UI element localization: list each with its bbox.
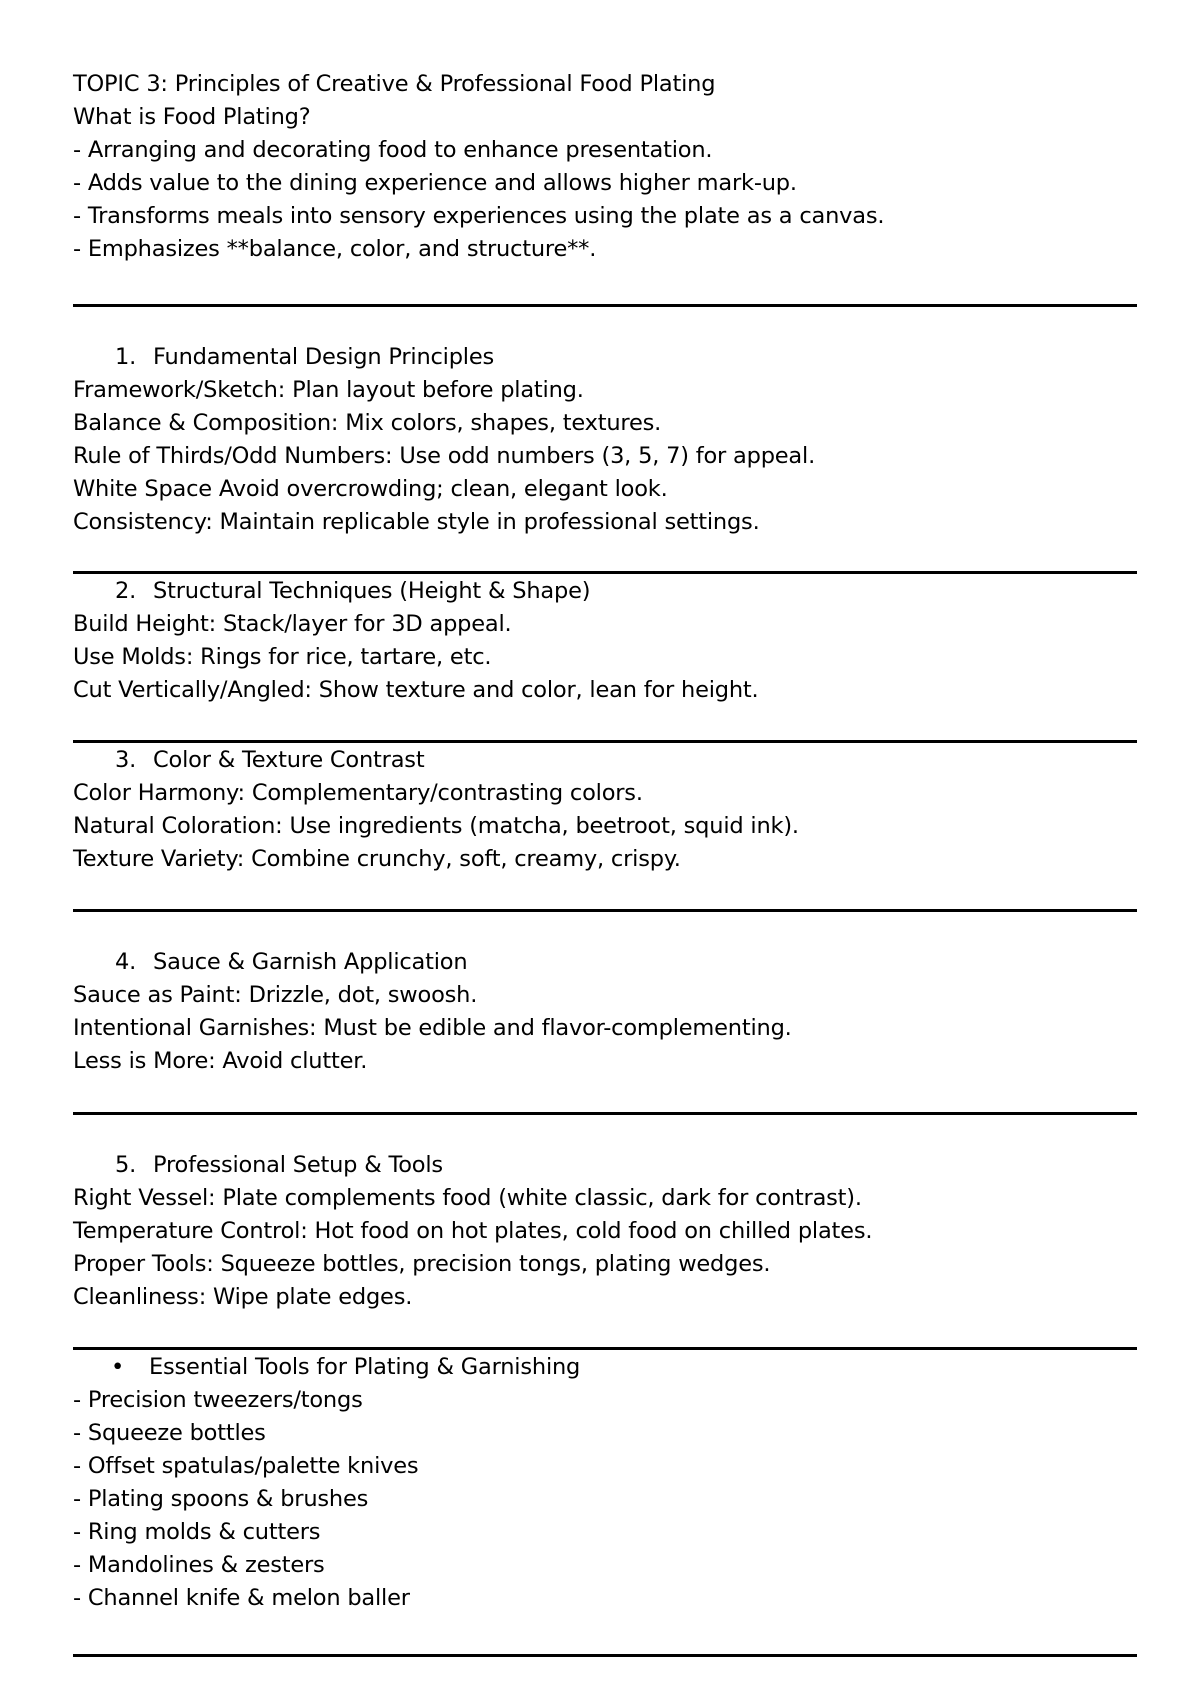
section-heading — [73, 341, 1137, 374]
intro-block — [73, 68, 1137, 266]
section-color-texture — [73, 744, 1137, 876]
section-structural-techniques — [73, 575, 1137, 707]
section-line: White Space Avoid overcrowding; clean, elegant look. — [73, 476, 668, 502]
section-essential-tools — [73, 1351, 1137, 1615]
section-line: Right Vessel: Plate complements food (white classic, dark for contrast). — [73, 1185, 862, 1211]
section-heading — [73, 946, 1137, 979]
section-line: Consistency: Maintain replicable style in professional settings. — [73, 509, 760, 535]
tools-item: - Squeeze bottles — [73, 1420, 266, 1446]
tools-item: - Plating spoons & brushes — [73, 1486, 369, 1512]
section-line: Color Harmony: Complementary/contrasting colors. — [73, 780, 643, 806]
intro-line: - Arranging and decorating food to enhance presentation. — [73, 137, 713, 163]
section-sauce-garnish — [73, 946, 1137, 1078]
section-title: Professional Setup & Tools — [153, 1152, 443, 1178]
tools-item: - Precision tweezers/tongs — [73, 1387, 363, 1413]
bullet-icon: • — [111, 1354, 125, 1380]
section-line: Use Molds: Rings for rice, tartare, etc. — [73, 644, 492, 670]
section-title: Color & Texture Contrast — [153, 747, 425, 773]
section-heading — [73, 575, 1137, 608]
section-line: Sauce as Paint: Drizzle, dot, swoosh. — [73, 982, 478, 1008]
intro-line: - Emphasizes **balance, color, and structure**. — [73, 236, 597, 262]
document-title: TOPIC 3: Principles of Creative & Professional Food Plating — [73, 71, 716, 97]
section-line: Texture Variety: Combine crunchy, soft, creamy, crispy. — [73, 846, 681, 872]
section-line: Framework/Sketch: Plan layout before plating. — [73, 377, 584, 403]
section-number: 5. — [115, 1152, 137, 1178]
section-heading — [73, 744, 1137, 777]
section-line: Balance & Composition: Mix colors, shapes, textures. — [73, 410, 662, 436]
tools-item: - Ring molds & cutters — [73, 1519, 321, 1545]
section-number: 4. — [115, 949, 137, 975]
intro-subtitle: What is Food Plating? — [73, 104, 311, 130]
section-line: Rule of Thirds/Odd Numbers: Use odd numbers (3, 5, 7) for appeal. — [73, 443, 816, 469]
section-number: 1. — [115, 344, 137, 370]
section-line: Temperature Control: Hot food on hot plates, cold food on chilled plates. — [73, 1218, 873, 1244]
tools-item: - Mandolines & zesters — [73, 1552, 325, 1578]
section-number: 2. — [115, 578, 137, 604]
intro-line: - Transforms meals into sensory experiences using the plate as a canvas. — [73, 203, 885, 229]
tools-heading — [73, 1351, 1137, 1384]
section-line: Natural Coloration: Use ingredients (matcha, beetroot, squid ink). — [73, 813, 799, 839]
document-page — [73, 68, 1137, 1657]
tools-item: - Offset spatulas/palette knives — [73, 1453, 419, 1479]
section-title: Sauce & Garnish Application — [153, 949, 468, 975]
section-fundamental-design — [73, 341, 1137, 539]
section-professional-setup — [73, 1149, 1137, 1314]
section-title: Fundamental Design Principles — [153, 344, 495, 370]
section-heading — [73, 1149, 1137, 1182]
section-line: Proper Tools: Squeeze bottles, precision tongs, plating wedges. — [73, 1251, 771, 1277]
section-line: Less is More: Avoid clutter. — [73, 1048, 368, 1074]
tools-item: - Channel knife & melon baller — [73, 1585, 410, 1611]
section-line: Cut Vertically/Angled: Show texture and color, lean for height. — [73, 677, 759, 703]
tools-title: Essential Tools for Plating & Garnishing — [149, 1354, 581, 1380]
section-title: Structural Techniques (Height & Shape) — [153, 578, 591, 604]
section-divider — [73, 1654, 1137, 1657]
section-line: Intentional Garnishes: Must be edible and flavor-complementing. — [73, 1015, 792, 1041]
intro-line: - Adds value to the dining experience and allows higher mark-up. — [73, 170, 797, 196]
section-line: Build Height: Stack/layer for 3D appeal. — [73, 611, 512, 637]
section-line: Cleanliness: Wipe plate edges. — [73, 1284, 413, 1310]
section-number: 3. — [115, 747, 137, 773]
